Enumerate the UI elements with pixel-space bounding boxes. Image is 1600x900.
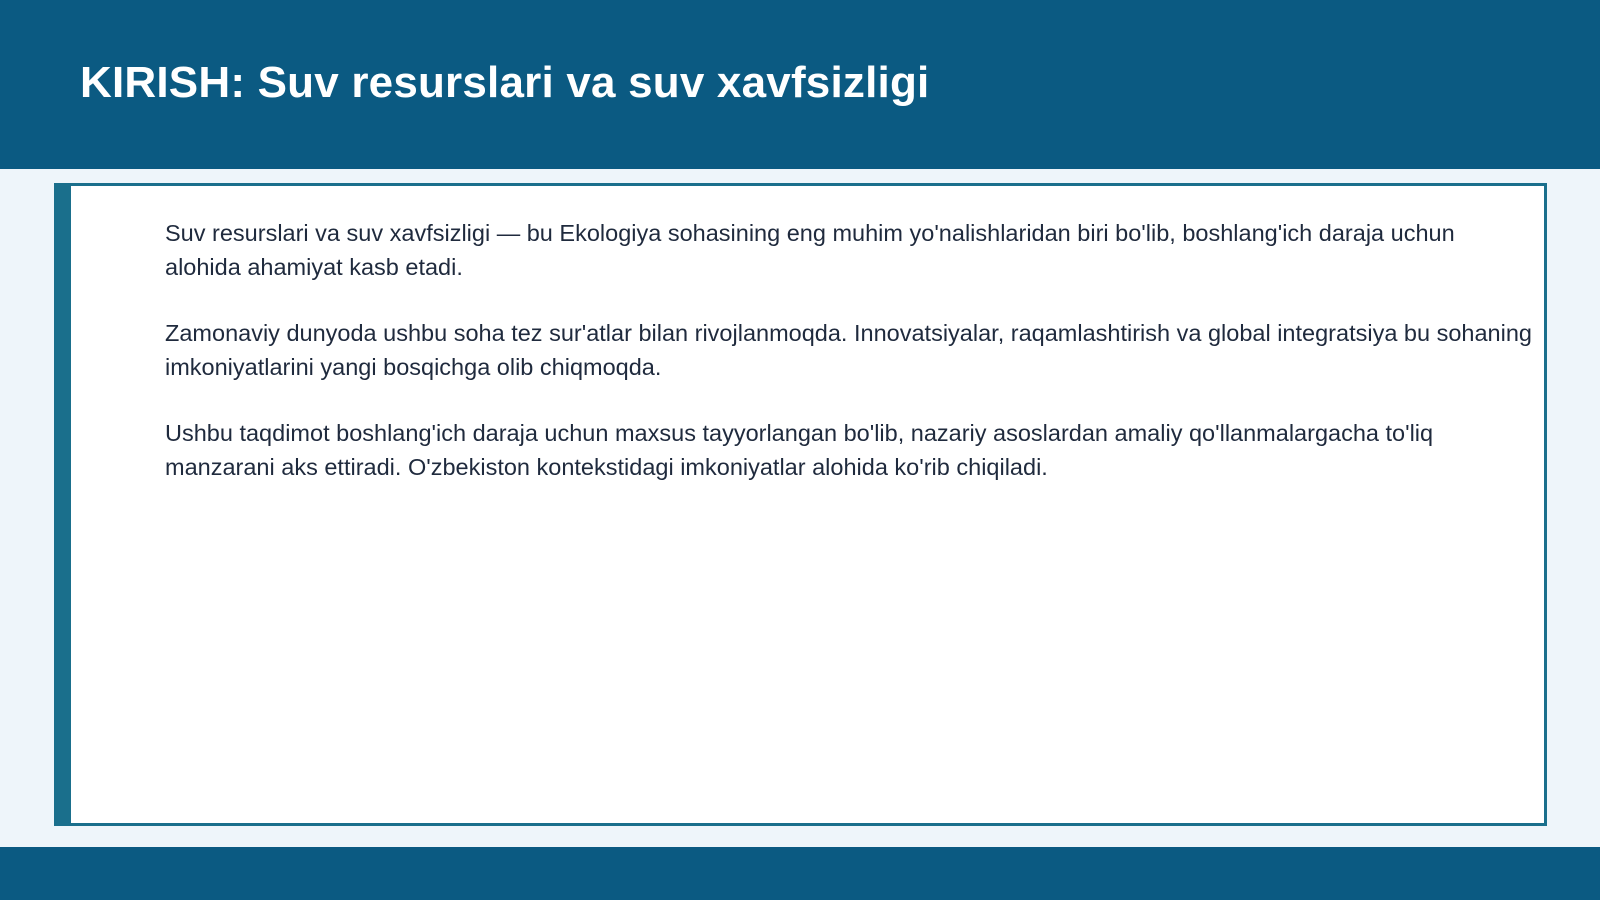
footer-bar bbox=[0, 847, 1600, 900]
slide-title: KIRISH: Suv resurslari va suv xavfsizligi bbox=[80, 58, 930, 107]
content-card bbox=[54, 183, 1547, 826]
header-bar bbox=[0, 0, 1600, 169]
paragraph-modern-world: Zamonaviy dunyoda ushbu soha tez sur'atlar bilan rivojlanmoqda. Innovatsiyalar, raqamlashtirish va global integratsiya bu sohaning imkoniyatlarini yangi bosqichga olib chiqmoqda. bbox=[165, 320, 1532, 380]
paragraph-list bbox=[165, 216, 1535, 516]
paragraph-intro: Suv resurslari va suv xavfsizligi — bu Ekologiya sohasining eng muhim yo'nalishlaridan biri bo'lib, boshlang'ich daraja uchun alohida ahamiyat kasb etadi. bbox=[165, 220, 1455, 280]
paragraph-presentation-scope: Ushbu taqdimot boshlang'ich daraja uchun maxsus tayyorlangan bo'lib, nazariy asoslardan amaliy qo'llanmalargacha to'liq manzarani aks ettiradi. O'zbekiston kontekstidagi imkoniyatlar alohida ko'rib chiqiladi. bbox=[165, 420, 1434, 480]
